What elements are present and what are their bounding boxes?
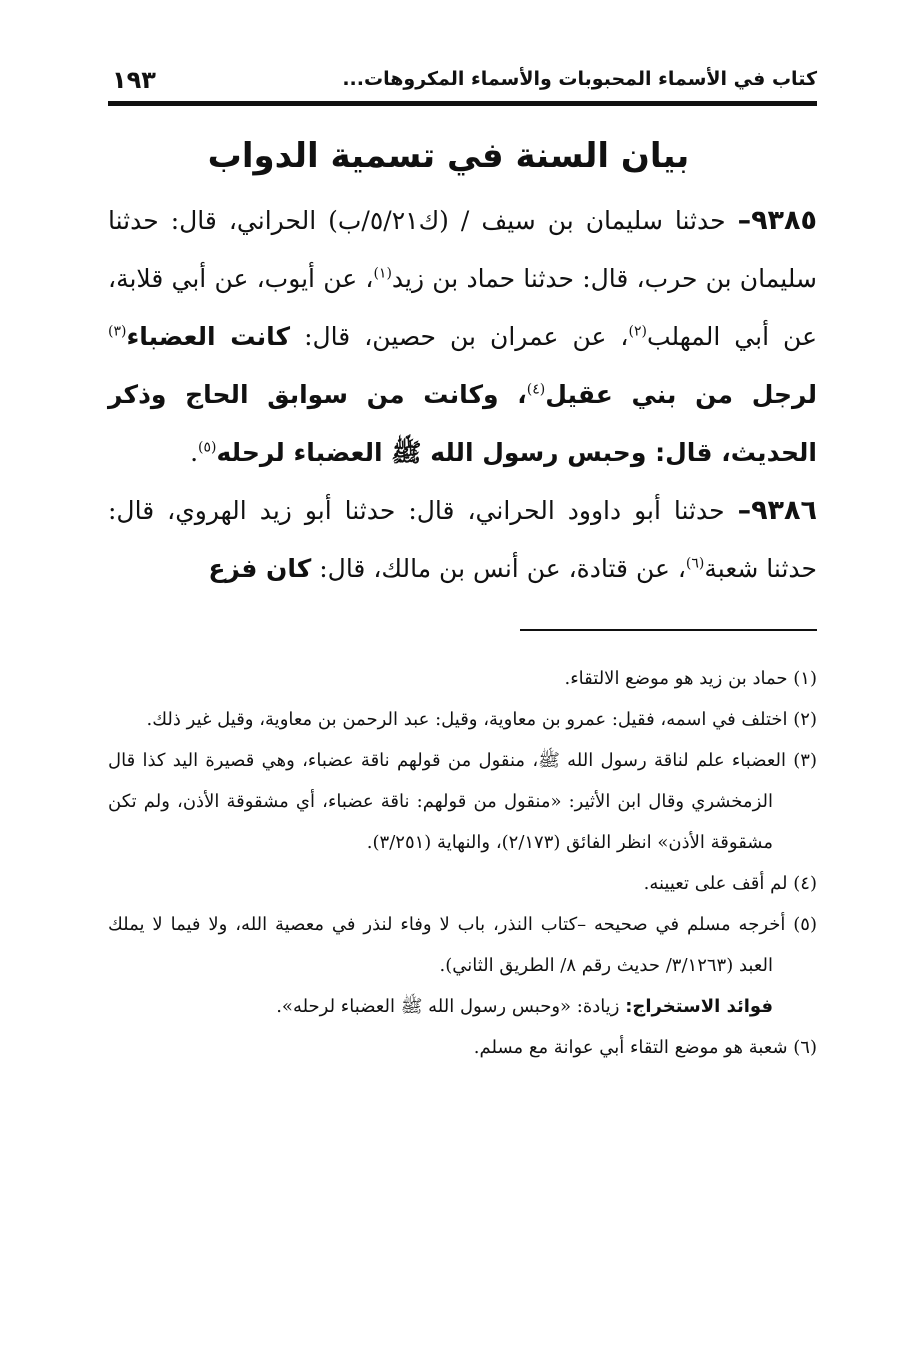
footnote-1: (١) حماد بن زيد هو موضع الالتقاء. xyxy=(564,668,817,689)
footnote-separator xyxy=(520,629,817,631)
footnote-5-extraction-notes xyxy=(108,986,817,1027)
matn-text: لرجل من بني عقيل xyxy=(545,380,817,409)
sentence-end: . xyxy=(190,438,199,467)
hadith-9386 xyxy=(108,482,817,598)
page-number: ١٩٣ xyxy=(112,66,156,94)
header-title: كتاب في الأسماء المحبوبات والأسماء المكروهات... xyxy=(342,68,817,90)
footnote-ref: (١) xyxy=(373,265,392,282)
footnote-6: (٦) شعبة هو موضع التقاء أبي عوانة مع مسلم. xyxy=(473,1037,817,1058)
footnote-ref: (٢) xyxy=(628,323,647,340)
section-title: بيان السنة في تسمية الدواب xyxy=(207,136,690,176)
isnad-text: ، عن قتادة، عن أنس بن مالك، قال: xyxy=(311,554,686,583)
hadith-number: ٩٣٨٥– xyxy=(737,205,817,236)
footnote-ref: (٦) xyxy=(685,555,705,572)
footnote-4: (٤) لم أقف على تعيينه. xyxy=(643,873,817,894)
running-header xyxy=(108,66,817,106)
matn-text: ، وكانت من سوابق الحاج وذكر الحديث، قال: وحبس رسول الله ﷺ العضباء لرحله xyxy=(108,380,817,467)
header-rule xyxy=(108,101,817,106)
footnote-ref: (٥) xyxy=(198,439,217,456)
extraction-label: فوائد الاستخراج: xyxy=(625,996,773,1017)
main-text xyxy=(108,192,817,598)
isnad-text: حدثنا سليمان بن سيف / (ك٥/٢١/ب) الحراني، قال: حدثنا سليمان بن حرب، قال: حدثنا حماد بن زيد xyxy=(108,206,817,293)
matn-text: كانت العضباء xyxy=(126,322,291,351)
isnad-text: ، عن عمران بن حصين، قال: xyxy=(290,322,629,351)
isnad-text: حدثنا أبو داوود الحراني، قال: حدثنا أبو زيد الهروي، قال: حدثنا شعبة xyxy=(108,496,817,583)
footnote-2: (٢) اختلف في اسمه، فقيل: عمرو بن معاوية، وقيل: عبد الرحمن بن معاوية، وقيل غير ذلك. xyxy=(146,709,817,730)
hadith-number: ٩٣٨٦– xyxy=(737,495,817,526)
hadith-9385 xyxy=(108,192,817,482)
extraction-text: زيادة: «وحبس رسول الله ﷺ العضباء لرحله». xyxy=(276,996,626,1017)
footnote-ref: (٤) xyxy=(526,381,546,398)
footnote-5: (٥) أخرجه مسلم في صحيحه –كتاب النذر، باب لا وفاء لنذر في معصية الله، ولا فيما لا يملك العبد (٣/١٢٦٣/ حديث رقم ٨/ الطريق الثاني). xyxy=(108,914,817,976)
footnote-ref: (٣) xyxy=(108,323,127,340)
footnotes xyxy=(108,658,817,1068)
isnad-text: ، عن أيوب، عن أبي قلابة، عن أبي المهلب xyxy=(108,264,817,351)
matn-text: كان فزع xyxy=(208,554,312,583)
footnote-3: (٣) العضباء علم لناقة رسول الله ﷺ، منقول من قولهم ناقة عضباء، وهي قصيرة اليد كذا قال الزمخشري وقال ابن الأثير: «منقول من قولهم: ناقة عضباء، أي مشقوقة الأذن، ولم تكن مشقوقة الأذن» انظر الفائق (٢/١٧٣)، والنهاية (٣/٢٥١). xyxy=(108,750,817,853)
